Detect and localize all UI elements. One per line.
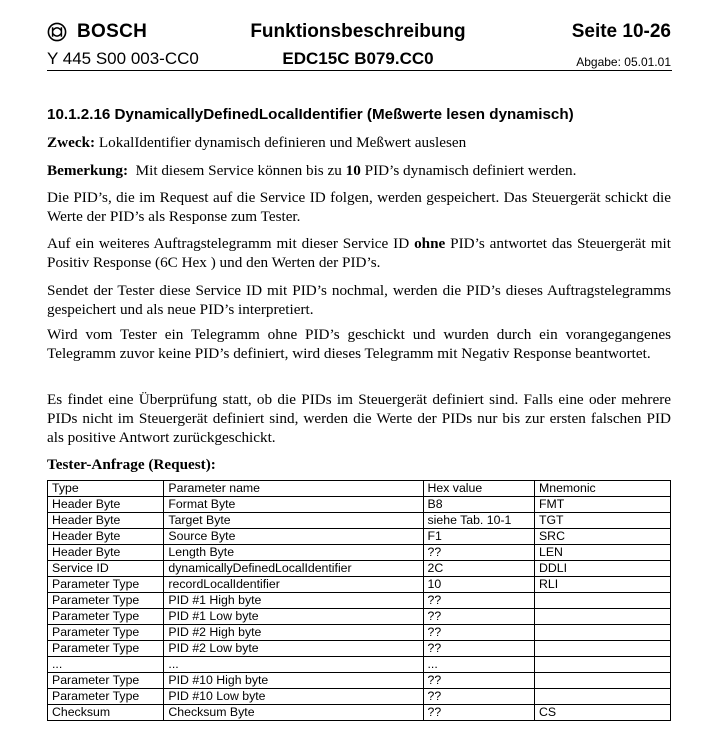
bemerkung-text-pre: Mit diesem Service können bis zu xyxy=(135,162,342,179)
cell-hex-value: F1 xyxy=(423,529,534,545)
paragraph-3: Sendet der Tester diese Service ID mit PID’s nochmal, werden die PID’s dieses Auftragstelegramms gespeichert und als neue PID’s interpretiert. xyxy=(47,282,671,318)
cell-mnemonic: DDLI xyxy=(534,561,670,577)
cell-hex-value: 2C xyxy=(423,561,534,577)
table-row xyxy=(48,689,671,705)
cell-hex-value: ... xyxy=(423,657,534,673)
table-row xyxy=(48,705,671,721)
request-heading: Tester-Anfrage (Request): xyxy=(47,456,216,473)
cell-mnemonic xyxy=(534,609,670,625)
table-row xyxy=(48,513,671,529)
cell-hex-value: ?? xyxy=(423,641,534,657)
table-row xyxy=(48,657,671,673)
cell-mnemonic: FMT xyxy=(534,497,670,513)
cell-mnemonic xyxy=(534,625,670,641)
cell-mnemonic xyxy=(534,673,670,689)
cell-type: Header Byte xyxy=(48,529,164,545)
table-row xyxy=(48,529,671,545)
cell-mnemonic: TGT xyxy=(534,513,670,529)
brand-name: BOSCH xyxy=(77,21,148,42)
column-header-mnemonic: Mnemonic xyxy=(534,481,670,497)
cell-parameter-name: PID #2 High byte xyxy=(164,625,423,641)
cell-hex-value: ?? xyxy=(423,545,534,561)
paragraph-2 xyxy=(47,234,671,272)
paragraph-1: Die PID’s, die im Request auf die Service ID folgen, werden gespeichert. Das Steuergerät schickt die Werte der PID’s als Response zum Tester. xyxy=(47,189,671,225)
cell-type: Parameter Type xyxy=(48,689,164,705)
paragraph-2-emphasis: ohne xyxy=(414,235,446,252)
brand xyxy=(47,18,147,46)
paragraph-2-post: PID’s antwortet das Steuergerät mit Positiv Response (6C Hex ) und den Werten der PID’s. xyxy=(47,235,671,271)
cell-type: Header Byte xyxy=(48,545,164,561)
table-row xyxy=(48,561,671,577)
paragraph-5: Es findet eine Überprüfung statt, ob die PIDs im Steuergerät definiert sind. Falls eine oder mehrere PIDs nicht im Steuergerät definiert sind, werden die Werte der PIDs nur bis zur ersten falschen PID als positive Antwort zurückgeschickt. xyxy=(47,391,671,446)
column-header-type: Type xyxy=(48,481,164,497)
cell-parameter-name: PID #10 High byte xyxy=(164,673,423,689)
cell-mnemonic xyxy=(534,657,670,673)
cell-type: Parameter Type xyxy=(48,673,164,689)
zweck-text: LokalIdentifier dynamisch definieren und Meßwert auslesen xyxy=(98,134,467,151)
cell-type: Parameter Type xyxy=(48,577,164,593)
cell-parameter-name: PID #1 High byte xyxy=(164,593,423,609)
table-row xyxy=(48,545,671,561)
cell-parameter-name: PID #10 Low byte xyxy=(164,689,423,705)
bemerkung-number: 10 xyxy=(345,162,361,179)
cell-hex-value: ?? xyxy=(423,689,534,705)
cell-hex-value: ?? xyxy=(423,705,534,721)
table-row xyxy=(48,497,671,513)
cell-hex-value: ?? xyxy=(423,673,534,689)
header-divider xyxy=(47,70,672,71)
cell-type: Parameter Type xyxy=(48,609,164,625)
cell-parameter-name: ... xyxy=(164,657,423,673)
cell-parameter-name: Target Byte xyxy=(164,513,423,529)
cell-hex-value: ?? xyxy=(423,609,534,625)
column-header-parameter-name: Parameter name xyxy=(164,481,423,497)
cell-type: Parameter Type xyxy=(48,625,164,641)
cell-mnemonic: SRC xyxy=(534,529,670,545)
cell-type: Parameter Type xyxy=(48,641,164,657)
table-row xyxy=(48,625,671,641)
bosch-armature-logo-icon xyxy=(47,22,67,42)
bemerkung-paragraph xyxy=(47,161,671,180)
table-row xyxy=(48,609,671,625)
request-table xyxy=(47,480,671,721)
table-row xyxy=(48,673,671,689)
page-number: Seite 10-26 xyxy=(571,21,671,42)
table-row xyxy=(48,593,671,609)
cell-mnemonic xyxy=(534,689,670,705)
zweck-label: Zweck: xyxy=(47,134,96,151)
cell-type: Header Byte xyxy=(48,497,164,513)
table-header-row xyxy=(48,481,671,497)
document-subtitle: EDC15C B079.CC0 xyxy=(282,49,434,68)
bemerkung-label: Bemerkung: xyxy=(47,162,128,179)
cell-type: Parameter Type xyxy=(48,593,164,609)
cell-mnemonic xyxy=(534,593,670,609)
cell-hex-value: ?? xyxy=(423,625,534,641)
document-title: Funktionsbeschreibung xyxy=(250,21,466,42)
cell-type: ... xyxy=(48,657,164,673)
issue-date: Abgabe: 05.01.01 xyxy=(576,55,671,69)
cell-mnemonic: RLI xyxy=(534,577,670,593)
cell-parameter-name: PID #2 Low byte xyxy=(164,641,423,657)
cell-mnemonic: CS xyxy=(534,705,670,721)
cell-mnemonic xyxy=(534,641,670,657)
zweck-paragraph xyxy=(47,133,671,152)
column-header-hex-value: Hex value xyxy=(423,481,534,497)
cell-parameter-name: recordLocalIdentifier xyxy=(164,577,423,593)
cell-hex-value: siehe Tab. 10-1 xyxy=(423,513,534,529)
cell-type: Service ID xyxy=(48,561,164,577)
table-body xyxy=(48,497,671,721)
bemerkung-text-post: PID’s dynamisch definiert werden. xyxy=(364,162,577,179)
cell-type: Checksum xyxy=(48,705,164,721)
table-row xyxy=(48,577,671,593)
cell-parameter-name: PID #1 Low byte xyxy=(164,609,423,625)
cell-hex-value: ?? xyxy=(423,593,534,609)
cell-hex-value: 10 xyxy=(423,577,534,593)
cell-parameter-name: Source Byte xyxy=(164,529,423,545)
cell-parameter-name: Checksum Byte xyxy=(164,705,423,721)
cell-mnemonic: LEN xyxy=(534,545,670,561)
cell-type: Header Byte xyxy=(48,513,164,529)
table-row xyxy=(48,641,671,657)
cell-parameter-name: Length Byte xyxy=(164,545,423,561)
paragraph-2-pre: Auf ein weiteres Auftragstelegramm mit dieser Service ID xyxy=(47,235,410,252)
cell-parameter-name: dynamicallyDefinedLocalIdentifier xyxy=(164,561,423,577)
document-number: Y 445 S00 003-CC0 xyxy=(47,49,199,68)
paragraph-4: Wird vom Tester ein Telegramm ohne PID’s geschickt und wurden durch ein vorangegangenes Telegramm zuvor keine PID’s definiert, wird dieses Telegramm mit Negativ Response beantwortet. xyxy=(47,326,671,362)
cell-parameter-name: Format Byte xyxy=(164,497,423,513)
cell-hex-value: B8 xyxy=(423,497,534,513)
section-title: 10.1.2.16 DynamicallyDefinedLocalIdentifier (Meßwerte lesen dynamisch) xyxy=(47,106,574,123)
